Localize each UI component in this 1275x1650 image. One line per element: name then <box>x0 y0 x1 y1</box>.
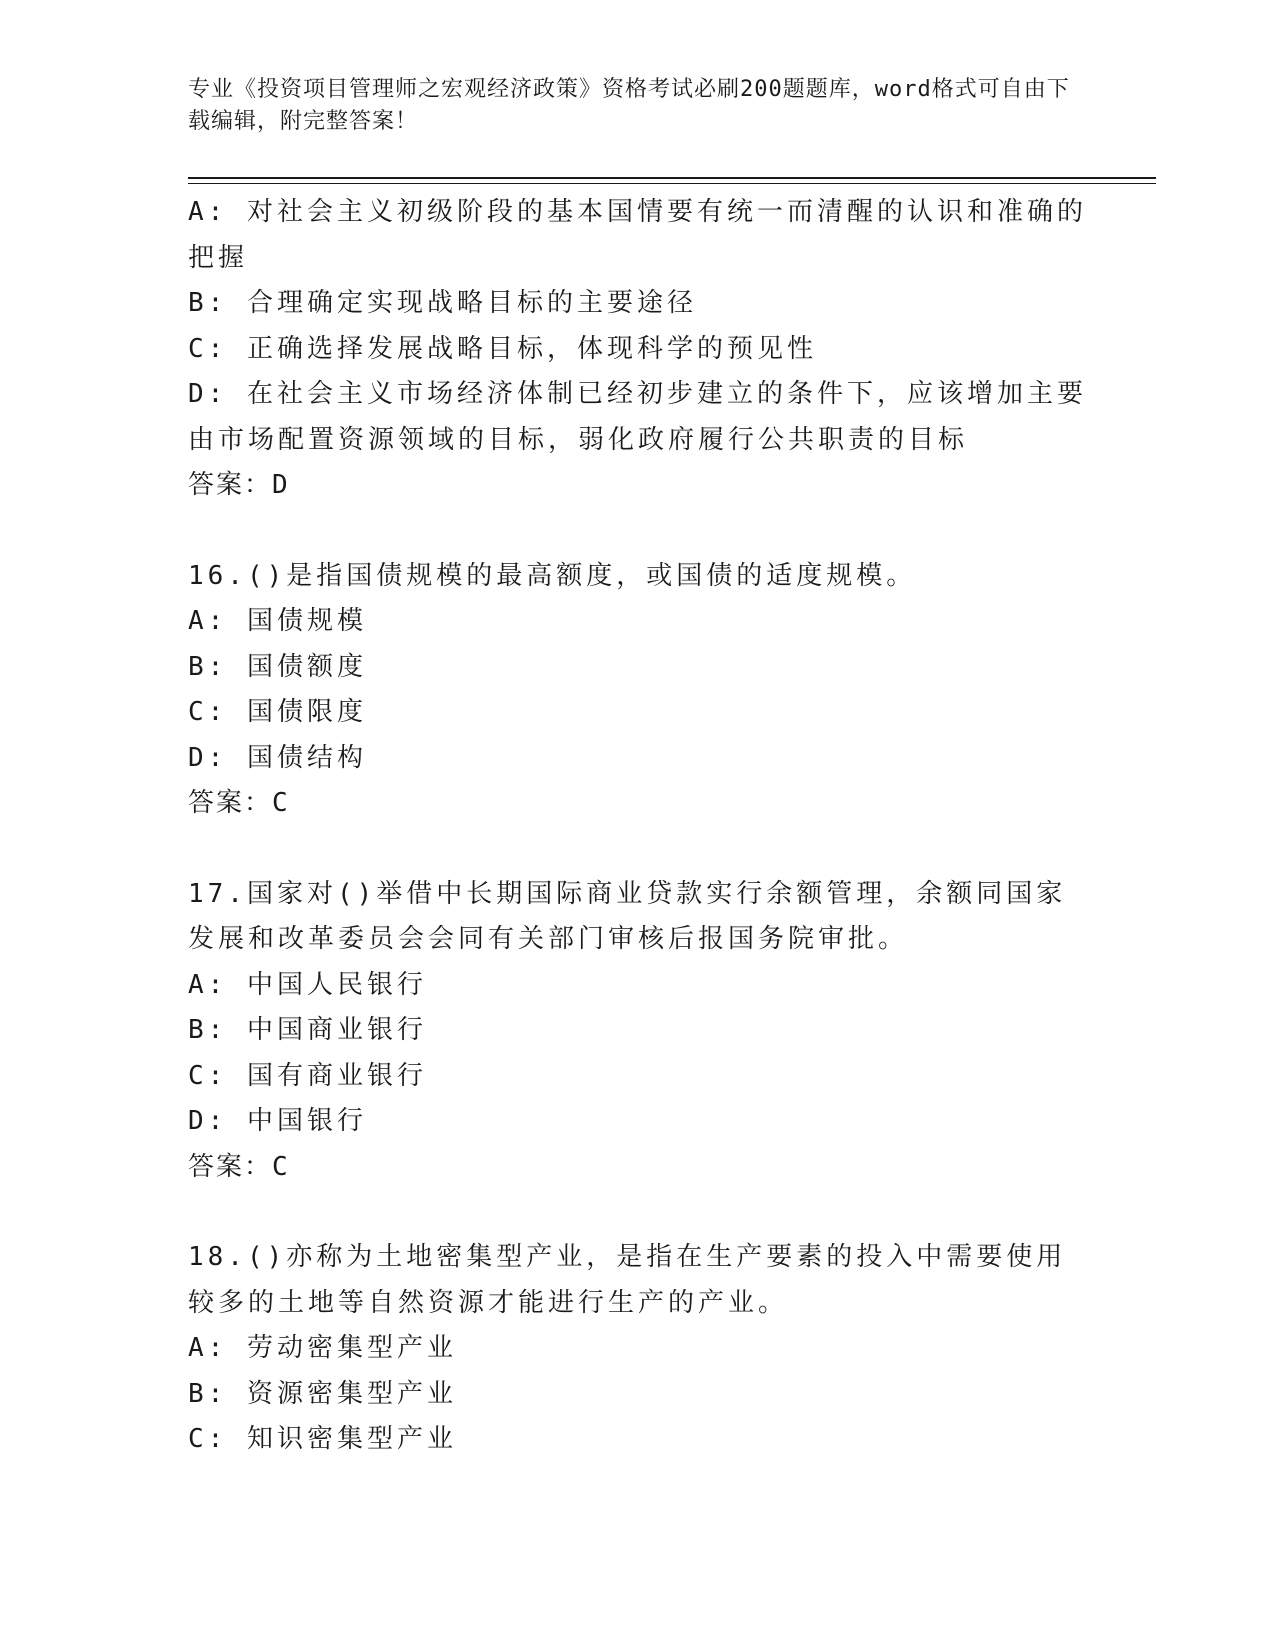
option-a: A: 对社会主义初级阶段的基本国情要有统一而清醒的认识和准确的把握 <box>188 197 1087 273</box>
header-rule-thick <box>188 177 1156 179</box>
option-b: B: 国债额度 <box>188 651 367 682</box>
question-list <box>188 190 1088 1463</box>
question-18 <box>188 1235 1088 1463</box>
question-stem: 17.国家对()举借中长期国际商业贷款实行余额管理，余额同国家发展和改革委员会会同有关部门审核后报国务院审批。 <box>188 878 1067 954</box>
option-b: B: 中国商业银行 <box>188 1015 427 1045</box>
option-c: C: 国有商业银行 <box>188 1060 427 1091</box>
option-d: D: 在社会主义市场经济体制已经初步建立的条件下，应该增加主要由市场配置资源领域的目标，弱化政府履行公共职责的目标 <box>188 379 1087 455</box>
option-d: D: 中国银行 <box>188 1106 367 1136</box>
option-c: C: 知识密集型产业 <box>188 1424 457 1454</box>
option-c: C: 正确选择发展战略目标，体现科学的预见性 <box>188 333 817 364</box>
header-rule-thin <box>188 183 1156 184</box>
answer: 答案：C <box>188 1151 290 1182</box>
question-stem: 18.()亦称为土地密集型产业，是指在生产要素的投入中需要使用较多的土地等自然资源才能进行生产的产业。 <box>188 1242 1067 1318</box>
question-stem: 16.()是指国债规模的最高额度，或国债的适度规模。 <box>188 560 917 591</box>
option-a: A: 中国人民银行 <box>188 969 427 1000</box>
question-15 <box>188 190 1088 509</box>
question-16 <box>188 554 1088 827</box>
option-b: B: 合理确定实现战略目标的主要途径 <box>188 288 697 318</box>
document-header: 专业《投资项目管理师之宏观经济政策》资格考试必刷200题题库，word格式可自由下载编辑，附完整答案！ <box>188 77 1070 134</box>
answer: 答案：D <box>188 470 290 500</box>
option-b: B: 资源密集型产业 <box>188 1378 457 1409</box>
option-c: C: 国债限度 <box>188 697 367 727</box>
option-a: A: 劳动密集型产业 <box>188 1333 457 1363</box>
option-d: D: 国债结构 <box>188 742 367 773</box>
question-17 <box>188 872 1088 1191</box>
answer: 答案：C <box>188 788 290 818</box>
option-a: A: 国债规模 <box>188 606 367 636</box>
